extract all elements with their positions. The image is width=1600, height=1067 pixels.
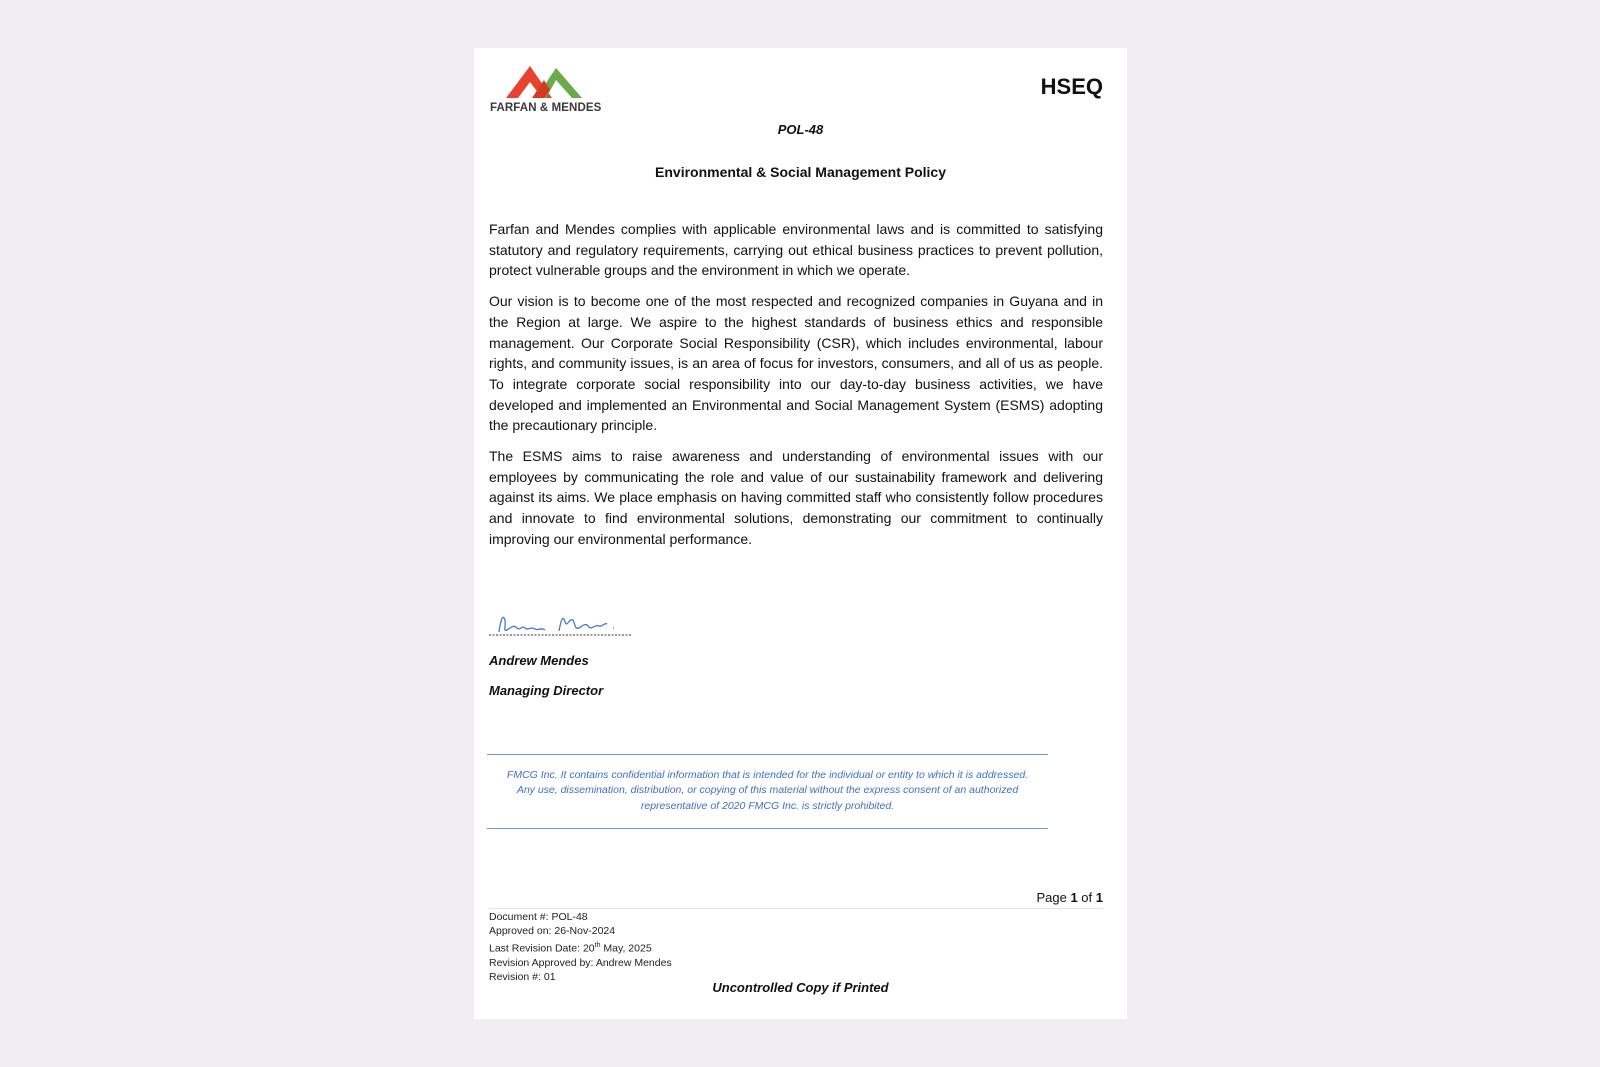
confidentiality-notice bbox=[487, 754, 1048, 829]
company-logo bbox=[490, 64, 608, 118]
page-total: 1 bbox=[1095, 890, 1103, 905]
confidentiality-line: Any use, dissemination, distribution, or copying of this material without the express consent of an authorized bbox=[516, 784, 1019, 797]
page-label: Page bbox=[1036, 890, 1067, 905]
page-current: 1 bbox=[1070, 890, 1078, 905]
body-paragraph: Farfan and Mendes complies with applicable environmental laws and is committed to satisfying statutory and regulatory requirements, carrying out ethical business practices to prevent pollution, protect vulnerable groups and the environment in which we operate. bbox=[489, 221, 1103, 279]
department-label: HSEQ bbox=[1040, 74, 1103, 99]
uncontrolled-copy-note: Uncontrolled Copy if Printed bbox=[712, 980, 889, 995]
body-paragraph: Our vision is to become one of the most respected and recognized companies in Guyana and in the Region at large. We aspire to the highest standards of business ethics and responsible management. Our Corporate Social Responsibility (CSR), which includes environmental, labour rights, and community issues, is an area of focus for investors, consumers, and all of us as people. To integrate corporate social responsibility into our day-to-day business activities, we have developed and implemented an Environmental and Social Management System (ESMS) adopting the precautionary principle. bbox=[489, 293, 1103, 434]
policy-body bbox=[489, 219, 1103, 560]
confidentiality-line: representative of 2020 FMCG Inc. is strictly prohibited. bbox=[640, 799, 895, 812]
body-paragraph: The ESMS aims to raise awareness and understanding of environmental issues with our employees by communicating the role and value of our sustainability framework and delivering against its aims. We place emphasis on having committed staff who consistently follow procedures and innovate to find environmental solutions, demonstrating our commitment to continually improving our environmental performance. bbox=[489, 448, 1103, 547]
approved-on: Approved on: 26-Nov-2024 bbox=[489, 925, 616, 938]
signature bbox=[489, 610, 634, 640]
policy-title: Environmental & Social Management Policy bbox=[655, 164, 946, 180]
page-of: of bbox=[1081, 890, 1093, 905]
handwritten-signature-icon bbox=[489, 610, 634, 640]
revision-number: Revision #: 01 bbox=[489, 971, 556, 984]
document-metadata bbox=[489, 910, 672, 985]
footer-divider bbox=[489, 908, 1103, 909]
signer-role: Managing Director bbox=[489, 683, 604, 698]
signer-name: Andrew Mendes bbox=[489, 653, 589, 668]
document-number: Document #: POL-48 bbox=[489, 911, 588, 923]
document-page bbox=[474, 48, 1127, 1019]
last-revision-date: Last Revision Date: 20th May, 2025 bbox=[489, 941, 652, 955]
logo-wordmark: FARFAN & MENDES bbox=[490, 102, 602, 114]
page-number bbox=[1036, 890, 1103, 905]
confidentiality-line: FMCG Inc. It contains confidential information that is intended for the individual or entity to which it is addressed. bbox=[506, 769, 1029, 781]
revision-approved-by: Revision Approved by: Andrew Mendes bbox=[489, 956, 672, 969]
logo-mark-icon bbox=[506, 64, 592, 100]
policy-code: POL-48 bbox=[777, 122, 824, 137]
